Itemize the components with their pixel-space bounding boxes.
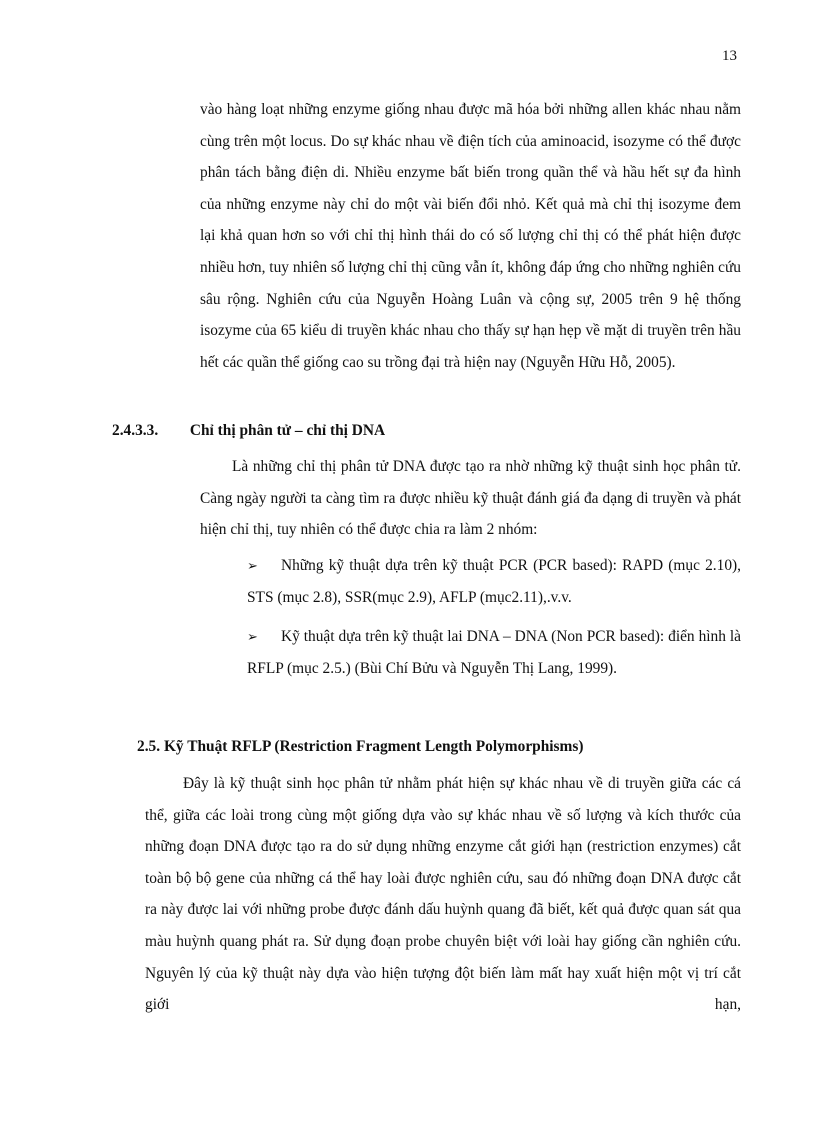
section-number: 2.5. — [137, 738, 161, 755]
bullet-item-pcr — [247, 550, 741, 613]
section-title: Chỉ thị phân tử – chỉ thị DNA — [189, 422, 386, 439]
paragraph-isozyme: vào hàng loạt những enzyme giống nhau được mã hóa bởi những allen khác nhau nằm cùng trên một locus. Do sự khác nhau về điện tích của aminoacid, isozyme có thể được phân tách bằng điện di. Nhiều enzyme bất biến trong quần thể và hầu hết sự đa hình của những enzyme này chỉ do một vài biến đổi nhỏ. Kết quả mà chỉ thị isozyme đem lại khả quan hơn so với chỉ thị hình thái do có số lượng chỉ thị có thể phát hiện được nhiều hơn, tuy nhiên số lượng chỉ thị cũng vẫn ít, không đáp ứng cho những nghiên cứu sâu rộng. Nghiên cứu của Nguyễn Hoàng Luân và cộng sự, 2005 trên 9 hệ thống isozyme của 65 kiểu di truyền khác nhau cho thấy sự hạn hẹp về mặt di truyền trên hầu hết các quần thể giống cao su trồng đại trà hiện nay (Nguyễn Hữu Hỗ, 2005). — [200, 101, 741, 371]
section-heading-2-5 — [137, 738, 583, 756]
page-number: 13 — [722, 48, 737, 64]
paragraph-dna-markers: Là những chỉ thị phân tử DNA được tạo ra nhờ những kỹ thuật sinh học phân tử. Càng ngày người ta càng tìm ra được nhiều kỹ thuật đánh giá đa dạng di truyền và phát hiện chỉ thị, tuy nhiên có thể được chia ra làm 2 nhóm: — [200, 458, 741, 539]
bullet-item-non-pcr — [247, 621, 741, 684]
arrow-bullet-icon: ➢ — [247, 558, 258, 573]
paragraph-rflp: Đây là kỹ thuật sinh học phân tử nhằm phát hiện sự khác nhau về di truyền giữa các cá thể, giữa các loài trong cùng một giống dựa vào sự khác nhau về số lượng và kích thước của những đoạn DNA được tạo ra do sử dụng những enzyme cắt giới hạn (restriction enzymes) cắt toàn bộ bộ gene của những cá thể hay loài được nghiên cứu, sau đó những đoạn DNA được cắt ra này được lai với những probe được đánh dấu huỳnh quang đã biết, kết quả được quan sát qua màu huỳnh quang phát ra. Sử dụng đoạn probe chuyên biệt với loài hay giống cần nghiên cứu. Nguyên lý của kỹ thuật này dựa vào hiện tượng đột biến làm mất hay xuất hiện một vị trí cắt giới hạn, — [145, 775, 741, 1014]
bullet-text: Những kỹ thuật dựa trên kỹ thuật PCR (PCR based): RAPD (mục 2.10), STS (mục 2.8), SSR(mục 2.9), AFLP (mục2.11),.v.v. — [247, 557, 741, 606]
section-title: Kỹ Thuật RFLP (Restriction Fragment Length Polymorphisms) — [163, 738, 584, 755]
section-heading-2-4-3-3 — [112, 422, 385, 440]
arrow-bullet-icon: ➢ — [247, 629, 258, 644]
section-number: 2.4.3.3. — [112, 422, 159, 439]
bullet-text: Kỹ thuật dựa trên kỹ thuật lai DNA – DNA (Non PCR based): điển hình là RFLP (mục 2.5.) (Bùi Chí Bửu và Nguyễn Thị Lang, 1999). — [247, 628, 741, 677]
